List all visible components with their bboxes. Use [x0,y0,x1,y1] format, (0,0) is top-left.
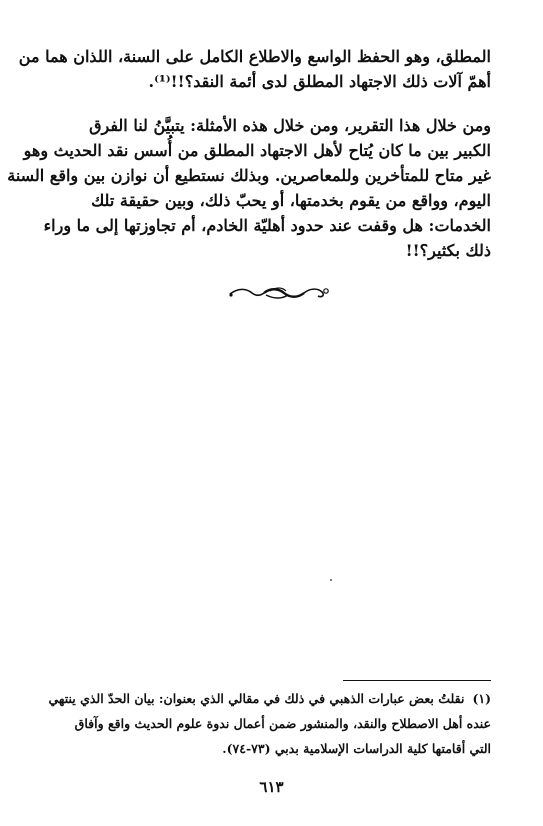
footnote-line: عنده أهل الاصطلاح والنقد، والمنشور ضمن أعمال ندوة علوم الحديث واقع وآفاق [74,716,491,731]
text-line: غير متاح للمتأخرين وللمعاصرين. وبذلك نستطيع أن نوازن بين واقع السنة [7,166,491,185]
text-line: ذلك بكثير؟!! [405,241,491,260]
footnote-text: نقلتُ بعض عبارات الذهبي في ذلك في مقالي الذي بعنوان: بيان الحدّ الذي ينتهي [48,691,465,706]
text-line: الخدمات: هل وقفت عند حدود أهليّة الخادم، أم تجاوزتها إلى ما وراء [43,216,491,235]
footnote-line [45,686,491,711]
body-paragraph-2 [7,113,491,263]
page-number: ٦١٣ [259,778,284,796]
footnote-number: (١) [472,691,491,706]
text-line: ومن خلال هذا التقرير، ومن خلال هذه الأمثلة: يتبيَّنُ لنا الفرق [89,116,491,135]
body-paragraph-1 [18,44,491,94]
section-ornament-icon [226,282,330,304]
footnote-line: التي أقامتها كلية الدراسات الإسلامية بدبي (٧٣-٧٤). [222,741,491,756]
text-line: أهمّ آلات ذلك الاجتهاد المطلق لدى أئمة النقد؟!!⁽¹⁾. [148,72,491,91]
text-line: اليوم، وواقع من يقوم بخدمتها، أو يحبّ ذلك، وبين حقيقة تلك [91,191,491,210]
stray-mark [330,579,332,581]
text-line: الكبير بين ما كان يُتاح لأهل الاجتهاد المطلق من أُسس نقد الحديث وهو [23,141,491,160]
footnote-separator [343,680,491,681]
text-line: المطلق، وهو الحفظ الواسع والاطلاع الكامل على السنة، اللذان هما من [18,47,491,66]
footnote [45,686,491,761]
